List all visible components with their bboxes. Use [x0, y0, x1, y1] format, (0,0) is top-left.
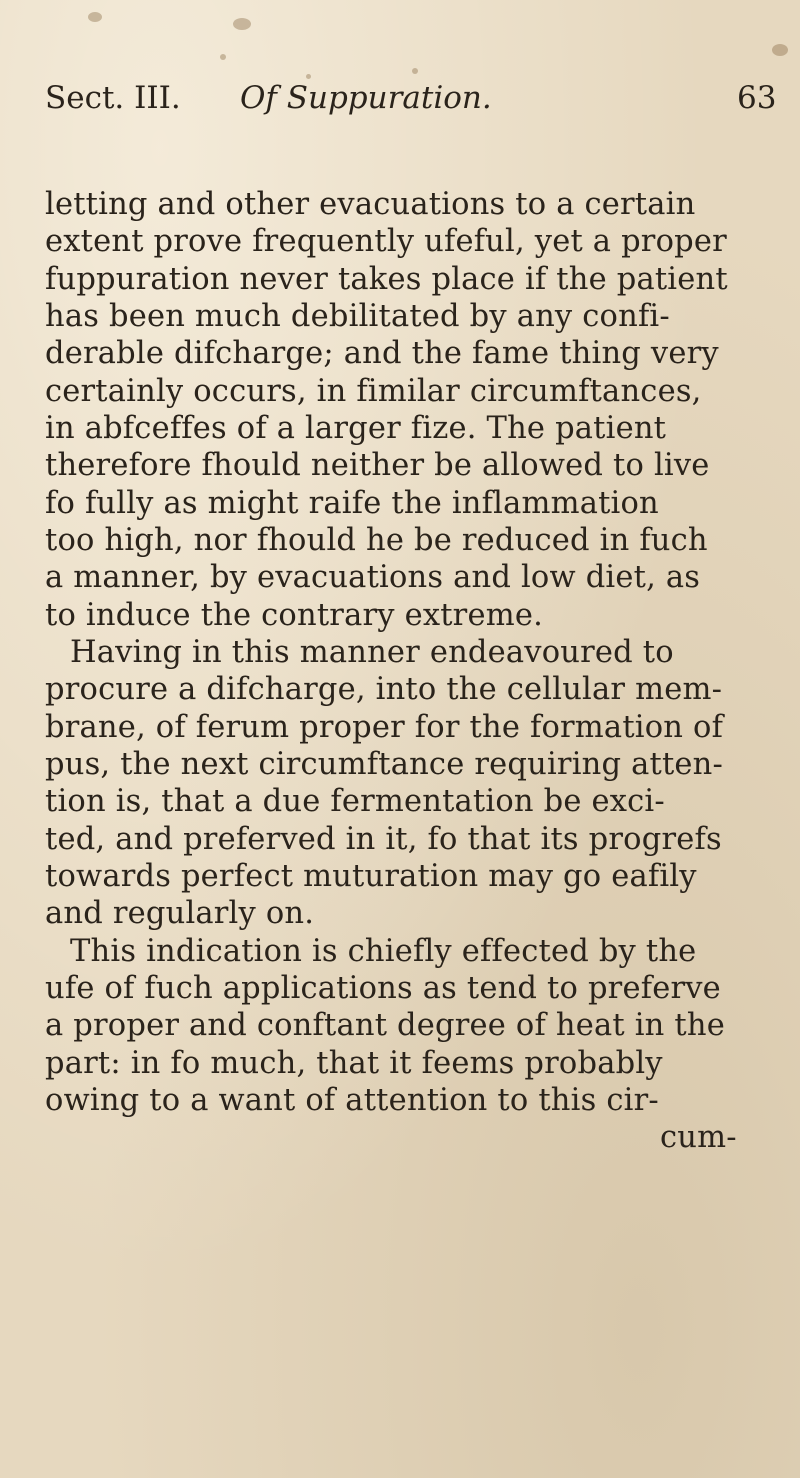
running-header	[0, 80, 800, 130]
text-line: a manner, by evacuations and low diet, as	[45, 560, 701, 595]
paper-speck	[772, 44, 788, 56]
text-line: ted, and preferved in it, fo that its progrefs	[45, 822, 722, 857]
text-line: Having in this manner endeavoured to	[70, 635, 674, 670]
text-line: therefore fhould neither be allowed to live	[45, 448, 710, 483]
catchword: cum-	[660, 1120, 737, 1155]
text-line: derable difcharge; and the fame thing very	[45, 336, 719, 371]
text-line: brane, of ferum proper for the formation of	[45, 710, 724, 745]
text-line: certainly occurs, in fimilar circumftances,	[45, 374, 702, 409]
text-line: part: in fo much, that it feems probably	[45, 1046, 663, 1081]
text-line: owing to a want of attention to this cir-	[45, 1083, 659, 1118]
section-label: Sect. III.	[45, 80, 181, 116]
text-line: extent prove frequently ufeful, yet a proper	[45, 224, 727, 259]
text-line: tion is, that a due fermentation be exci-	[45, 784, 665, 819]
paper-speck	[233, 18, 251, 30]
text-line: ufe of fuch applications as tend to preferve	[45, 971, 721, 1006]
text-line: has been much debilitated by any confi-	[45, 299, 670, 334]
text-line: letting and other evacuations to a certain	[45, 187, 696, 222]
text-line: towards perfect muturation may go eafily	[45, 859, 697, 894]
text-line: a proper and conftant degree of heat in the	[45, 1008, 725, 1043]
text-line: fo fully as might raife the inflammation	[45, 486, 659, 521]
text-line: in abfceffes of a larger fize. The patient	[45, 411, 667, 446]
paper-speck	[306, 74, 311, 79]
text-line: fuppuration never takes place if the patient	[45, 262, 728, 297]
text-line: procure a difcharge, into the cellular mem-	[45, 672, 723, 707]
running-title: Of Suppuration.	[240, 80, 492, 116]
paper-speck	[88, 12, 102, 22]
text-line: This indication is chiefly effected by the	[70, 934, 697, 969]
text-line: to induce the contrary extreme.	[45, 598, 543, 633]
text-line: pus, the next circumftance requiring atten-	[45, 747, 724, 782]
text-line: too high, nor fhould he be reduced in fuch	[45, 523, 708, 558]
page-number: 63	[737, 80, 777, 116]
paper-speck	[220, 54, 226, 60]
paper-speck	[412, 68, 418, 74]
text-line: and regularly on.	[45, 896, 315, 931]
